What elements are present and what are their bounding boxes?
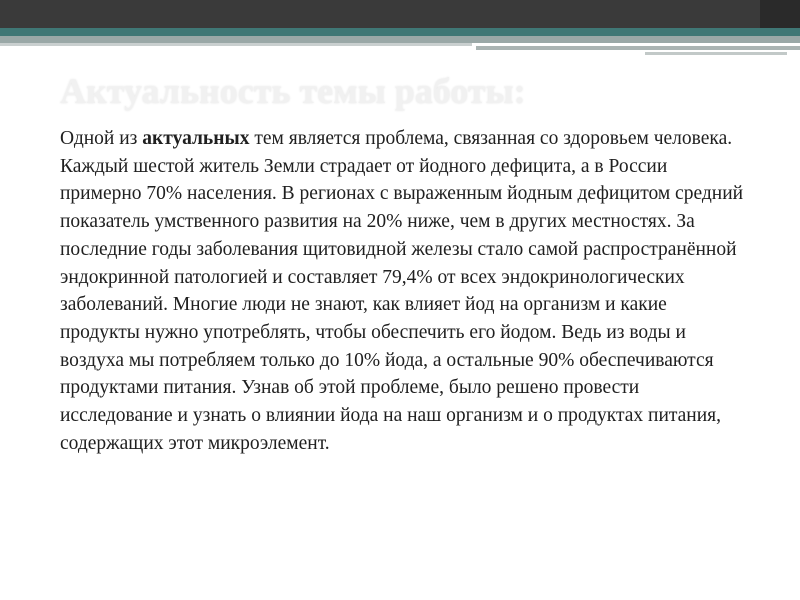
header-teal-stripe [0, 28, 800, 36]
header-divider-left [0, 43, 472, 46]
slide-title: Актуальность темы работы: [60, 71, 526, 111]
header-grey-stripe [0, 36, 800, 43]
paragraph-emphasis: актуальных [142, 128, 250, 149]
header-bar [0, 0, 800, 28]
paragraph-text-start: Одной из [60, 128, 143, 149]
header-divider-right-secondary [645, 52, 787, 55]
slide-body-paragraph [60, 125, 750, 457]
header-divider-right [476, 46, 800, 50]
paragraph-text-rest: тем является проблема, связанная со здоровьем человека. Каждый шестой житель Земли страдает от йодного дефицита, а в России примерно 70% населения. В регионах с выраженным йодным дефицитом средний показатель умственного развития на 20% ниже, чем в других местностях. За последние годы заболевания щитовидной железы стало самой распространённой эндокринной патологией и составляет 79,4% от всех эндокринологических заболеваний. Многие люди не знают, как влияет йод на организм и какие продукты нужно употреблять, чтобы обеспечить его йодом. Ведь из воды и воздуха мы потребляем только до 10% йода, а остальные 90% обеспечиваются продуктами питания. Узнав об этой проблеме, было решено провести исследование и узнать о влиянии йода на наш организм и о продуктах питания, содержащих этот микроэлемент. [60, 128, 744, 454]
